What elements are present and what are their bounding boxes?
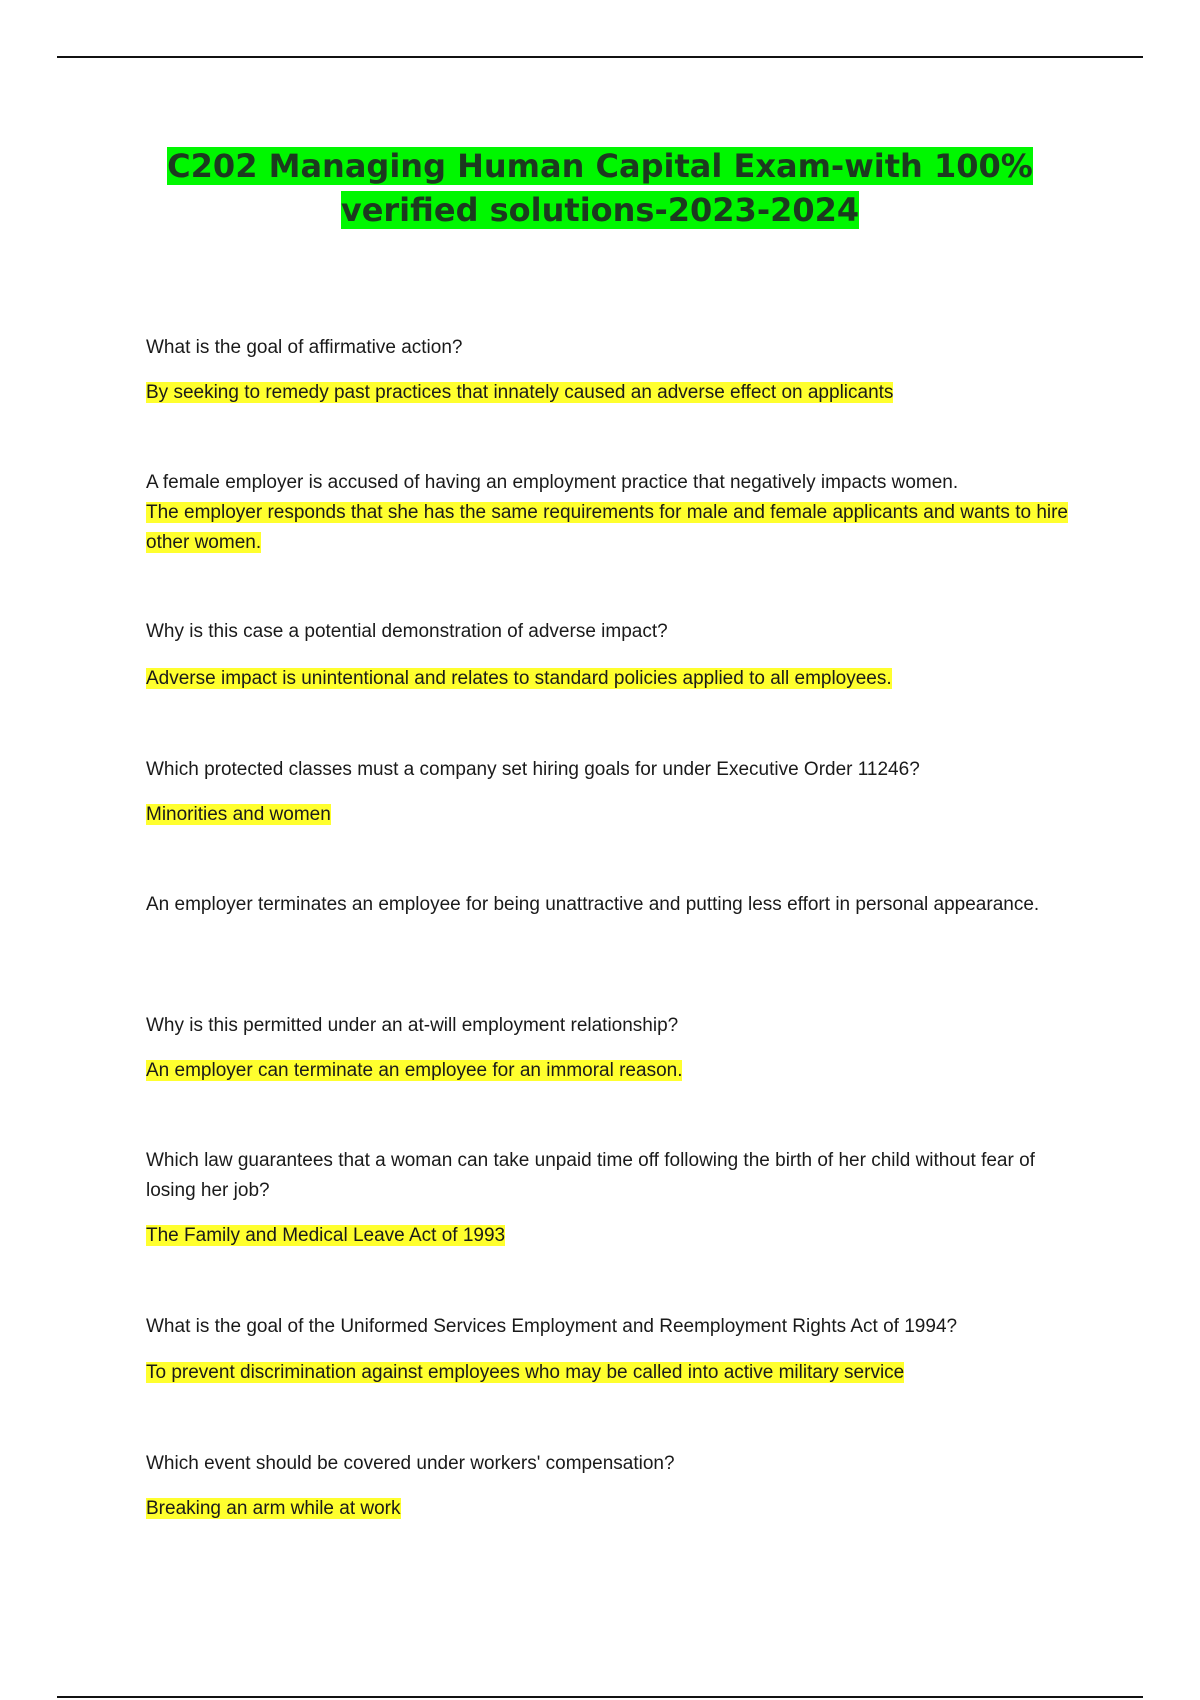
answer-1 — [146, 378, 1076, 408]
answer-text: Adverse impact is unintentional and relates to standard policies applied to all employees. — [146, 668, 892, 689]
question-5 — [146, 890, 1076, 920]
question-1 — [146, 333, 1076, 363]
question-3 — [146, 617, 1076, 647]
answer-text: Minorities and women — [146, 804, 331, 825]
bottom-rule — [57, 1696, 1143, 1698]
question-text: A female employer is accused of having an employment practice that negatively impacts women. — [146, 472, 959, 493]
question-8 — [146, 1312, 1076, 1342]
answer-text: The Family and Medical Leave Act of 1993 — [146, 1225, 506, 1246]
document-title-text: C202 Managing Human Capital Exam-with 100% verified solutions-2023-2024 — [167, 147, 1033, 229]
question-text: Which law guarantees that a woman can take unpaid time off following the birth of her child without fear of losing her job? — [146, 1150, 1035, 1201]
answer-text: Breaking an arm while at work — [146, 1498, 401, 1519]
question-text: Why is this permitted under an at-will employment relationship? — [146, 1015, 679, 1036]
question-text: Which event should be covered under workers' compensation? — [146, 1453, 675, 1474]
answer-6 — [146, 1056, 1076, 1086]
question-text: Which protected classes must a company set hiring goals for under Executive Order 11246? — [146, 759, 920, 780]
question-4 — [146, 755, 1076, 785]
question-text: An employer terminates an employee for being unattractive and putting less effort in personal appearance. — [146, 894, 1040, 915]
answer-text: By seeking to remedy past practices that innately caused an adverse effect on applicants — [146, 382, 894, 403]
answer-text: An employer can terminate an employee for an immoral reason. — [146, 1060, 683, 1081]
answer-9 — [146, 1494, 1076, 1524]
top-rule — [57, 56, 1143, 58]
answer-text: The employer responds that she has the same requirements for male and female applicants and wants to hire other women. — [146, 502, 1069, 553]
question-text: Why is this case a potential demonstration of adverse impact? — [146, 621, 668, 642]
question-text: What is the goal of the Uniformed Services Employment and Reemployment Rights Act of 1994? — [146, 1316, 958, 1337]
question-text: What is the goal of affirmative action? — [146, 337, 463, 358]
answer-3 — [146, 664, 1076, 694]
question-9 — [146, 1449, 1076, 1479]
question-2 — [146, 468, 1076, 498]
question-7 — [146, 1146, 1076, 1206]
document-title — [120, 144, 1080, 232]
answer-8 — [146, 1358, 1076, 1388]
answer-4 — [146, 800, 1076, 830]
question-6 — [146, 1011, 1076, 1041]
answer-7 — [146, 1221, 1076, 1251]
answer-text: To prevent discrimination against employees who may be called into active military service — [146, 1362, 905, 1383]
answer-2 — [146, 498, 1076, 558]
